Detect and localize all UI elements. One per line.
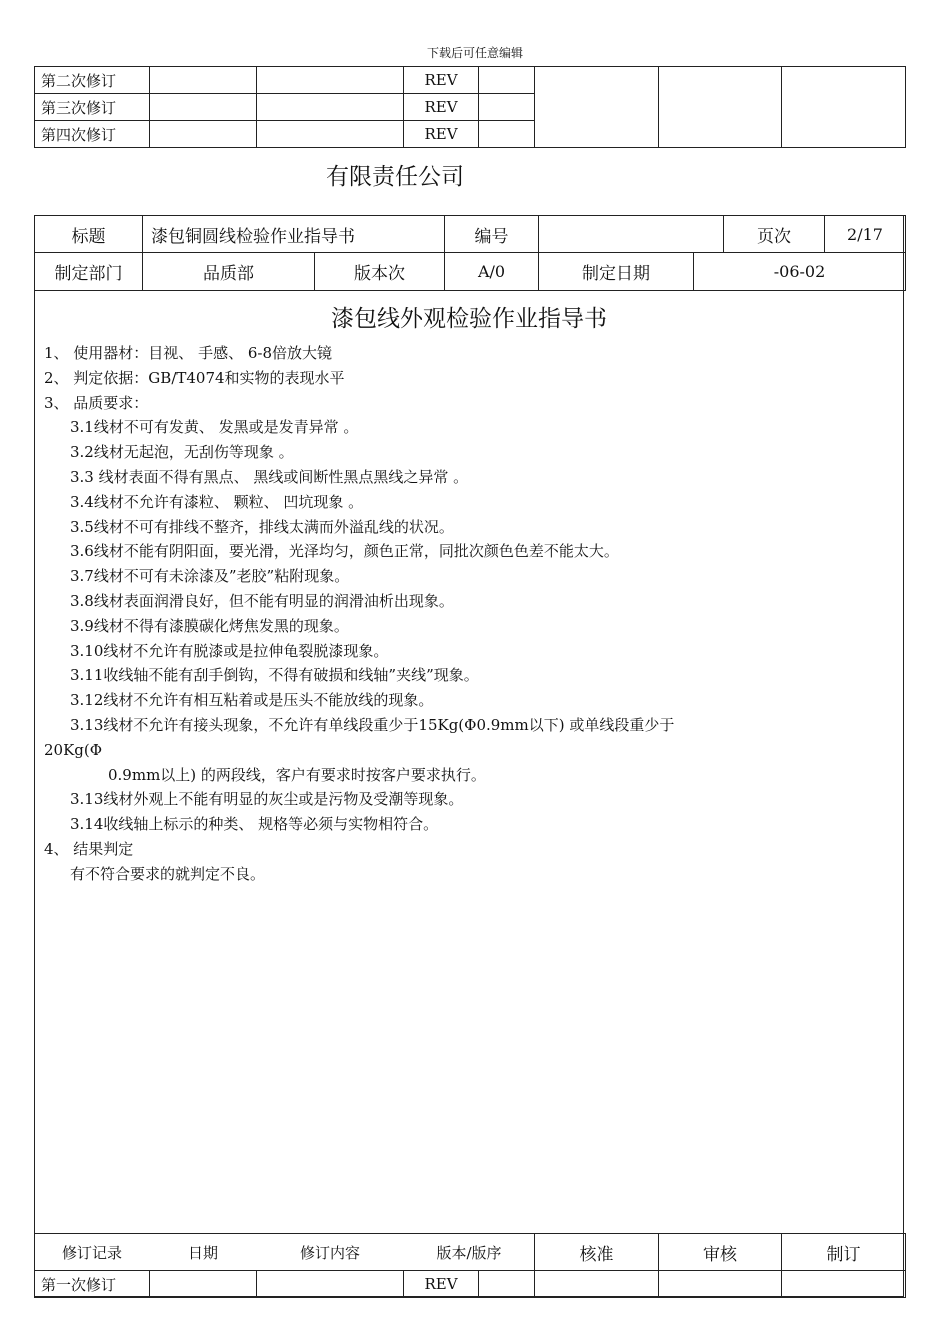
- footer-first-revision: [34, 1270, 906, 1298]
- requirement-item: 3.2线材无起泡，无刮伤等现象 。: [70, 443, 294, 462]
- revision-version: [479, 1271, 535, 1298]
- review-sign-cell: [659, 67, 782, 148]
- page-value: 2/17: [825, 216, 906, 253]
- requirement-item: 3.6线材不能有阴阳面，要光滑，光泽均匀，颜色正常，同批次颜色色差不能太大。: [70, 542, 619, 561]
- revision-rev: REV: [404, 94, 479, 121]
- watermark-text: 下载后可任意编辑: [426, 46, 523, 60]
- col-record: 修订记录: [35, 1234, 150, 1271]
- requirement-item: 3.10线材不允许有脱漆或是拉伸龟裂脱漆现象。: [70, 641, 389, 660]
- requirement-item-continued: 0.9mm以上) 的两段线，客户有要求时按客户要求执行。: [108, 765, 486, 784]
- requirement-item: 3.8线材表面润滑良好，但不能有明显的润滑油析出现象。: [70, 591, 454, 610]
- revision-content: [257, 121, 404, 148]
- requirement-item: 3.5线材不可有排线不整齐，排线太满而外溢乱线的状况。: [70, 517, 454, 536]
- revision-date: [150, 94, 257, 121]
- col-date: 日期: [150, 1234, 257, 1271]
- col-make: 制订: [782, 1234, 906, 1271]
- approve-sign-cell: [535, 1271, 659, 1298]
- revision-label: 第二次修订: [35, 67, 150, 94]
- top-revision-table: [34, 66, 906, 148]
- revision-label: 第三次修订: [35, 94, 150, 121]
- number-value: [539, 216, 724, 253]
- revision-label: 第一次修订: [35, 1271, 150, 1298]
- dept-label: 制定部门: [35, 253, 143, 291]
- date-value: -06-02: [694, 253, 906, 291]
- revision-version: [479, 67, 535, 94]
- version-value: A/0: [445, 253, 539, 291]
- requirement-item: 3.14收线轴上标示的种类、 规格等必须与实物相符合。: [70, 815, 439, 834]
- col-content: 修订内容: [257, 1234, 404, 1271]
- col-review: 审核: [659, 1234, 782, 1271]
- title-value: 漆包铜圆线检验作业指导书: [143, 216, 445, 253]
- dept-value: 品质部: [143, 253, 315, 291]
- requirement-item: 3.9线材不得有漆膜碳化烤焦发黑的现象。: [70, 616, 349, 635]
- section-quality: 3、 品质要求：: [44, 393, 149, 412]
- header-table-row2: [34, 252, 906, 291]
- col-approve: 核准: [535, 1234, 659, 1271]
- section-basis: 2、 判定依据：GB/T4074和实物的表现水平: [44, 368, 345, 387]
- col-version: 版本/版序: [404, 1234, 535, 1271]
- requirement-item-continued: 20Kg(Φ: [44, 740, 103, 759]
- revision-version: [479, 121, 535, 148]
- approve-sign-cell: [535, 67, 659, 148]
- section-equipment: 1、 使用器材：目视、 手感、 6-8倍放大镜: [44, 344, 333, 362]
- footer-revision-table: [34, 1233, 906, 1271]
- version-label: 版本次: [315, 253, 445, 291]
- revision-content: [257, 94, 404, 121]
- requirement-item: 3.1线材不可有发黄、 发黑或是发青异常 。: [70, 418, 359, 437]
- revision-rev: REV: [404, 1271, 479, 1298]
- date-label: 制定日期: [539, 253, 694, 291]
- revision-version: [479, 94, 535, 121]
- revision-content: [257, 1271, 404, 1298]
- requirement-item: 3.7线材不可有未涂漆及”老胶”粘附现象。: [70, 567, 350, 586]
- revision-date: [150, 121, 257, 148]
- review-sign-cell: [659, 1271, 782, 1298]
- number-label: 编号: [445, 216, 539, 253]
- make-sign-cell: [782, 67, 906, 148]
- result-conclusion: 有不符合要求的就判定不良。: [70, 864, 266, 883]
- requirement-item: 3.13线材不允许有接头现象，不允许有单线段重少于15Kg(Φ0.9mm以下) 或单线段重少于: [70, 715, 675, 734]
- requirement-item: 3.3 线材表面不得有黑点、 黑线或间断性黑点黑线之异常 。: [70, 467, 469, 486]
- document-body: [44, 341, 894, 887]
- document-title: 漆包线外观检验作业指导书: [331, 306, 607, 332]
- revision-content: [257, 67, 404, 94]
- revision-date: [150, 67, 257, 94]
- requirement-item: 3.12线材不允许有相互粘着或是压头不能放线的现象。: [70, 691, 434, 710]
- section-result: 4、 结果判定: [44, 839, 134, 858]
- requirement-item: 3.13线材外观上不能有明显的灰尘或是污物及受潮等现象。: [70, 790, 464, 809]
- revision-rev: REV: [404, 67, 479, 94]
- page-label: 页次: [724, 216, 825, 253]
- revision-date: [150, 1271, 257, 1298]
- title-label: 标题: [35, 216, 143, 253]
- requirement-item: 3.11收线轴不能有刮手倒钩，不得有破损和线轴”夹线”现象。: [70, 666, 479, 685]
- company-name: 有限责任公司: [326, 164, 464, 190]
- header-table-row1: [34, 215, 906, 253]
- revision-rev: REV: [404, 121, 479, 148]
- requirement-item: 3.4线材不允许有漆粒、 颗粒、 凹坑现象 。: [70, 492, 364, 511]
- make-sign-cell: [782, 1271, 906, 1298]
- revision-label: 第四次修订: [35, 121, 150, 148]
